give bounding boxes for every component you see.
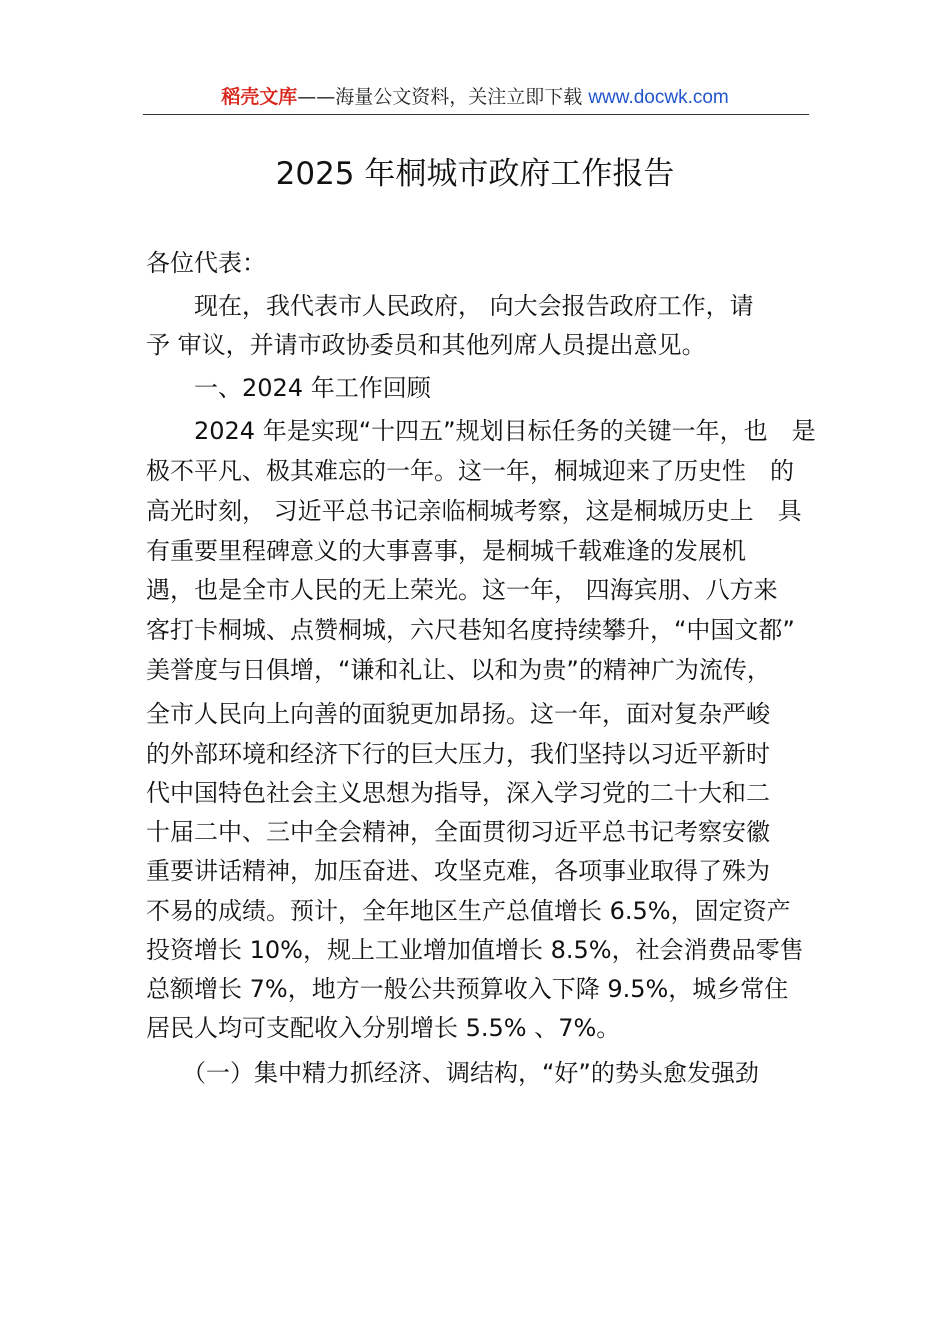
body-line: 不易的成绩。预计，全年地区生产总值增长 6.5%，固定资产	[146, 897, 791, 925]
brand-name: 稻壳文库	[221, 86, 298, 108]
body-line: 遇，也是全市人民的无上荣光。这一年， 四海宾朋、八方来	[146, 576, 778, 604]
body-line: 重要讲话精神，加压奋进、攻坚克难，各项事业取得了殊为	[146, 857, 770, 885]
body-line: 予 审议，并请市政协委员和其他列席人员提出意见。	[146, 331, 706, 359]
body-line: 十届二中、三中全会精神，全面贯彻习近平总书记考察安徽	[146, 818, 770, 846]
body-line: 美誉度与日俱增，“谦和礼让、以和为贵”的精神广为流传，	[146, 656, 771, 684]
body-line: 2024 年是实现“十四五”规划目标任务的关键一年，也 是	[146, 417, 816, 445]
header-tagline: ——海量公文资料，关注立即下载	[297, 86, 583, 108]
header-url-link[interactable]: www.docwk.com	[588, 87, 729, 108]
body-line: 总额增长 7%，地方一般公共预算收入下降 9.5%，城乡常住	[146, 975, 789, 1003]
body-line: 代中国特色社会主义思想为指导，深入学习党的二十大和二	[146, 779, 770, 807]
section-heading: 一、2024 年工作回顾	[146, 374, 431, 402]
salutation: 各位代表：	[146, 249, 266, 277]
body-line: 的外部环境和经济下行的巨大压力，我们坚持以习近平新时	[146, 740, 770, 768]
body-line: 全市人民向上向善的面貌更加昂扬。这一年，面对复杂严峻	[146, 700, 770, 728]
document-title: 2025 年桐城市政府工作报告	[275, 156, 675, 192]
body-line: 极不平凡、极其难忘的一年。这一年，桐城迎来了历史性 的	[146, 457, 794, 485]
body-line: 客打卡桐城、点赞桐城，六尺巷知名度持续攀升，“中国文都”	[146, 616, 795, 644]
body-line: 现在，我代表市人民政府， 向大会报告政府工作，请	[146, 292, 754, 320]
body-line: 高光时刻， 习近平总书记亲临桐城考察，这是桐城历史上 具	[146, 497, 802, 525]
body-line: 投资增长 10%，规上工业增加值增长 8.5%，社会消费品零售	[146, 936, 804, 964]
body-line: 居民人均可支配收入分别增长 5.5% 、7%。	[146, 1014, 621, 1042]
subsection-heading: （一）集中精力抓经济、调结构，“好”的势头愈发强劲	[146, 1059, 759, 1087]
page-header	[0, 84, 950, 111]
header-divider	[143, 114, 809, 115]
body-line: 有重要里程碑意义的大事喜事，是桐城千载难逢的发展机	[146, 537, 746, 565]
